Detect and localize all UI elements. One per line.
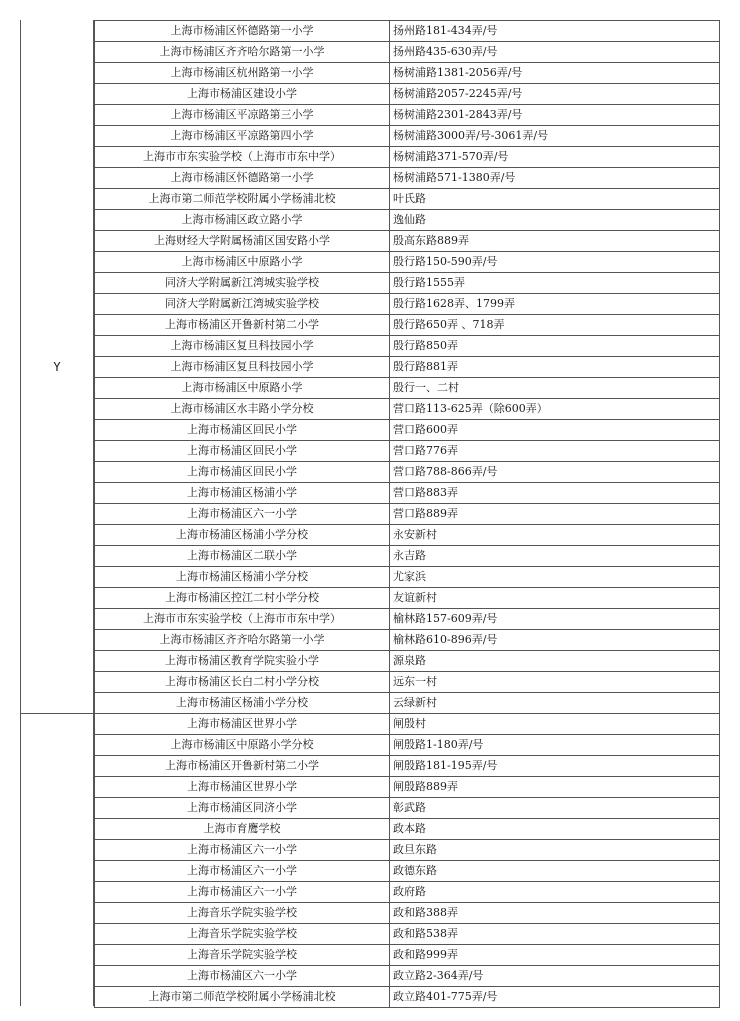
road-range-cell: 闸殷村 xyxy=(390,714,720,735)
table-row xyxy=(95,483,720,504)
letter-index-z xyxy=(20,713,94,1006)
table-row xyxy=(95,147,720,168)
table-row xyxy=(95,399,720,420)
school-name-cell: 上海市杨浦区二联小学 xyxy=(95,546,390,567)
table-row xyxy=(95,903,720,924)
table-row xyxy=(95,588,720,609)
school-name-cell: 上海市杨浦区政立路小学 xyxy=(95,210,390,231)
table-row xyxy=(95,336,720,357)
school-name-cell: 上海财经大学附属杨浦区国安路小学 xyxy=(95,231,390,252)
road-range-cell: 友谊新村 xyxy=(390,588,720,609)
road-range-cell: 杨树浦路571-1380弄/号 xyxy=(390,168,720,189)
school-name-cell: 上海市杨浦区杭州路第一小学 xyxy=(95,63,390,84)
table-row xyxy=(95,861,720,882)
table-row xyxy=(95,924,720,945)
letter-index-y: Y xyxy=(53,359,61,374)
road-range-cell: 逸仙路 xyxy=(390,210,720,231)
letter-index-column xyxy=(20,20,94,1006)
table-row xyxy=(95,525,720,546)
road-range-cell: 殷行路1555弄 xyxy=(390,273,720,294)
school-name-cell: 上海市杨浦区世界小学 xyxy=(95,714,390,735)
table-row xyxy=(95,945,720,966)
road-range-cell: 政德东路 xyxy=(390,861,720,882)
table-row xyxy=(95,840,720,861)
school-name-cell: 上海音乐学院实验学校 xyxy=(95,945,390,966)
table-body xyxy=(95,21,720,1008)
road-range-cell: 闸殷路1-180弄/号 xyxy=(390,735,720,756)
table-row xyxy=(95,735,720,756)
table-row xyxy=(95,315,720,336)
school-name-cell: 上海市杨浦区齐齐哈尔路第一小学 xyxy=(95,42,390,63)
road-range-cell: 殷行路150-590弄/号 xyxy=(390,252,720,273)
school-name-cell: 上海市杨浦区六一小学 xyxy=(95,966,390,987)
school-name-cell: 上海市市东实验学校（上海市市东中学） xyxy=(95,147,390,168)
school-name-cell: 上海市杨浦区复旦科技园小学 xyxy=(95,357,390,378)
table-row xyxy=(95,63,720,84)
table-row xyxy=(95,420,720,441)
school-name-cell: 上海市杨浦区同济小学 xyxy=(95,798,390,819)
table-row xyxy=(95,105,720,126)
school-name-cell: 同济大学附属新江湾城实验学校 xyxy=(95,294,390,315)
school-name-cell: 上海市杨浦区长白二村小学分校 xyxy=(95,672,390,693)
school-name-cell: 上海市杨浦区中原路小学 xyxy=(95,378,390,399)
road-range-cell: 政立路2-364弄/号 xyxy=(390,966,720,987)
road-range-cell: 远东一村 xyxy=(390,672,720,693)
road-range-cell: 榆林路610-896弄/号 xyxy=(390,630,720,651)
road-range-cell: 源泉路 xyxy=(390,651,720,672)
table-row xyxy=(95,798,720,819)
road-range-cell: 政府路 xyxy=(390,882,720,903)
road-range-cell: 殷行路850弄 xyxy=(390,336,720,357)
school-name-cell: 同济大学附属新江湾城实验学校 xyxy=(95,273,390,294)
road-range-cell: 叶氏路 xyxy=(390,189,720,210)
road-range-cell: 永安新村 xyxy=(390,525,720,546)
school-name-cell: 上海市杨浦区杨浦小学分校 xyxy=(95,567,390,588)
school-name-cell: 上海市杨浦区平凉路第三小学 xyxy=(95,105,390,126)
table-row xyxy=(95,462,720,483)
table-row xyxy=(95,378,720,399)
road-range-cell: 彰武路 xyxy=(390,798,720,819)
school-name-cell: 上海市杨浦区怀德路第一小学 xyxy=(95,21,390,42)
school-name-cell: 上海音乐学院实验学校 xyxy=(95,903,390,924)
road-range-cell: 扬州路181-434弄/号 xyxy=(390,21,720,42)
table-row xyxy=(95,84,720,105)
road-range-cell: 杨树浦路2057-2245弄/号 xyxy=(390,84,720,105)
table-row xyxy=(95,609,720,630)
road-range-cell: 云绿新村 xyxy=(390,693,720,714)
road-range-cell: 营口路776弄 xyxy=(390,441,720,462)
road-range-cell: 榆林路157-609弄/号 xyxy=(390,609,720,630)
table-row xyxy=(95,189,720,210)
road-range-cell: 政和路388弄 xyxy=(390,903,720,924)
school-name-cell: 上海市杨浦区中原路小学分校 xyxy=(95,735,390,756)
table-row xyxy=(95,693,720,714)
road-range-cell: 杨树浦路3000弄/号-3061弄/号 xyxy=(390,126,720,147)
school-name-cell: 上海市杨浦区六一小学 xyxy=(95,861,390,882)
table-row xyxy=(95,231,720,252)
school-name-cell: 上海市杨浦区开鲁新村第二小学 xyxy=(95,756,390,777)
table-row xyxy=(95,672,720,693)
school-name-cell: 上海市杨浦区回民小学 xyxy=(95,441,390,462)
table-row xyxy=(95,651,720,672)
school-name-cell: 上海市杨浦区教育学院实验小学 xyxy=(95,651,390,672)
school-name-cell: 上海市杨浦区复旦科技园小学 xyxy=(95,336,390,357)
school-name-cell: 上海市杨浦区怀德路第一小学 xyxy=(95,168,390,189)
road-range-cell: 杨树浦路371-570弄/号 xyxy=(390,147,720,168)
road-range-cell: 杨树浦路2301-2843弄/号 xyxy=(390,105,720,126)
table-row xyxy=(95,546,720,567)
road-range-cell: 闸殷路181-195弄/号 xyxy=(390,756,720,777)
table-row xyxy=(95,126,720,147)
road-range-cell: 政立路401-775弄/号 xyxy=(390,987,720,1008)
school-name-cell: 上海市杨浦区六一小学 xyxy=(95,504,390,525)
table-row xyxy=(95,210,720,231)
school-name-cell: 上海市杨浦区控江二村小学分校 xyxy=(95,588,390,609)
school-name-cell: 上海市杨浦区开鲁新村第二小学 xyxy=(95,315,390,336)
road-range-cell: 殷高东路889弄 xyxy=(390,231,720,252)
road-range-cell: 殷行路881弄 xyxy=(390,357,720,378)
school-name-cell: 上海市杨浦区中原路小学 xyxy=(95,252,390,273)
road-range-cell: 政本路 xyxy=(390,819,720,840)
table-row xyxy=(95,21,720,42)
road-range-cell: 殷行路1628弄、1799弄 xyxy=(390,294,720,315)
road-range-cell: 永吉路 xyxy=(390,546,720,567)
road-range-cell: 营口路600弄 xyxy=(390,420,720,441)
school-name-cell: 上海市杨浦区杨浦小学分校 xyxy=(95,525,390,546)
road-range-cell: 尤家浜 xyxy=(390,567,720,588)
table-row xyxy=(95,441,720,462)
road-range-cell: 营口路883弄 xyxy=(390,483,720,504)
school-name-cell: 上海市市东实验学校（上海市市东中学） xyxy=(95,609,390,630)
school-name-cell: 上海市第二师范学校附属小学杨浦北校 xyxy=(95,189,390,210)
table-row xyxy=(95,357,720,378)
school-name-cell: 上海音乐学院实验学校 xyxy=(95,924,390,945)
table-row xyxy=(95,987,720,1008)
table-row xyxy=(95,42,720,63)
road-range-cell: 政和路999弄 xyxy=(390,945,720,966)
school-name-cell: 上海市杨浦区建设小学 xyxy=(95,84,390,105)
table-row xyxy=(95,882,720,903)
road-range-cell: 营口路889弄 xyxy=(390,504,720,525)
table-row xyxy=(95,777,720,798)
school-name-cell: 上海市杨浦区平凉路第四小学 xyxy=(95,126,390,147)
road-range-cell: 政和路538弄 xyxy=(390,924,720,945)
table-row xyxy=(95,273,720,294)
table-row xyxy=(95,756,720,777)
road-range-cell: 闸殷路889弄 xyxy=(390,777,720,798)
school-name-cell: 上海市杨浦区六一小学 xyxy=(95,882,390,903)
table-row xyxy=(95,504,720,525)
school-name-cell: 上海市第二师范学校附属小学杨浦北校 xyxy=(95,987,390,1008)
road-range-cell: 扬州路435-630弄/号 xyxy=(390,42,720,63)
school-name-cell: 上海市育鹰学校 xyxy=(95,819,390,840)
school-road-table xyxy=(94,20,720,1008)
table-row xyxy=(95,294,720,315)
school-name-cell: 上海市杨浦区水丰路小学分校 xyxy=(95,399,390,420)
table-row xyxy=(95,966,720,987)
road-range-cell: 殷行一、二村 xyxy=(390,378,720,399)
table-row xyxy=(95,819,720,840)
road-range-cell: 营口路113-625弄（除600弄） xyxy=(390,399,720,420)
school-name-cell: 上海市杨浦区六一小学 xyxy=(95,840,390,861)
road-range-cell: 殷行路650弄 、718弄 xyxy=(390,315,720,336)
school-name-cell: 上海市杨浦区杨浦小学 xyxy=(95,483,390,504)
table-row xyxy=(95,168,720,189)
table-row xyxy=(95,252,720,273)
road-range-cell: 营口路788-866弄/号 xyxy=(390,462,720,483)
table-row xyxy=(95,630,720,651)
school-name-cell: 上海市杨浦区世界小学 xyxy=(95,777,390,798)
road-range-cell: 政旦东路 xyxy=(390,840,720,861)
school-district-sheet xyxy=(20,20,714,1006)
school-name-cell: 上海市杨浦区回民小学 xyxy=(95,420,390,441)
table-row xyxy=(95,714,720,735)
school-name-cell: 上海市杨浦区齐齐哈尔路第一小学 xyxy=(95,630,390,651)
school-name-cell: 上海市杨浦区回民小学 xyxy=(95,462,390,483)
road-range-cell: 杨树浦路1381-2056弄/号 xyxy=(390,63,720,84)
school-name-cell: 上海市杨浦区杨浦小学分校 xyxy=(95,693,390,714)
table-row xyxy=(95,567,720,588)
